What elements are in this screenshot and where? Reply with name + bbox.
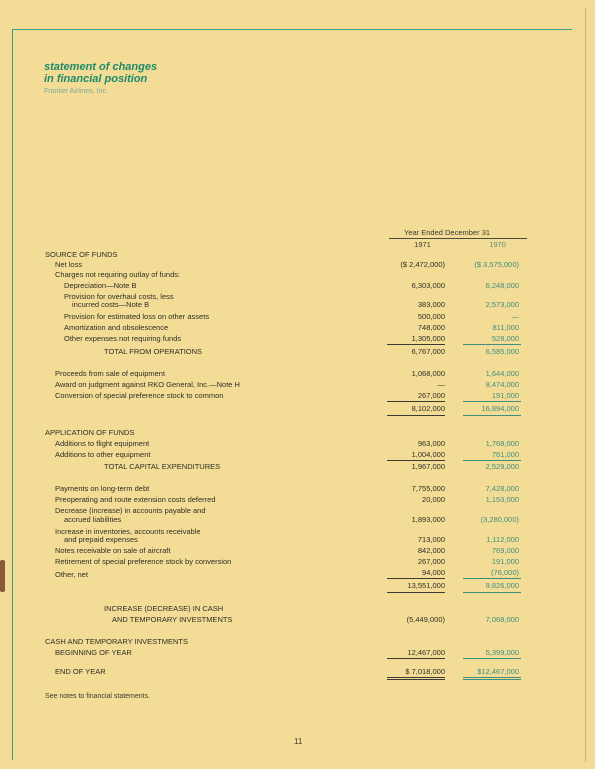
depreciation-label: Depreciation—Note B	[64, 281, 137, 290]
rule-1971	[387, 415, 445, 416]
award-1971: —	[437, 380, 445, 389]
statement-title	[44, 62, 157, 85]
binding-edge	[0, 560, 5, 592]
increase-1971: 713,000	[417, 535, 445, 544]
title-line-1: statement of changes	[44, 61, 158, 73]
total-capital-1970: 2,529,000	[485, 462, 519, 471]
increase-label-1: Increase in inventories, accounts receivable	[55, 527, 201, 536]
increase-1970: 1,112,000	[486, 535, 519, 544]
overhaul-label-2: incurred costs—Note B	[72, 300, 150, 309]
long-term-debt-label: Payments on long-term debt	[55, 484, 150, 493]
retirement-1971: 267,000	[417, 557, 445, 566]
total-operations-1970: 6,585,000	[485, 347, 519, 356]
amortization-1971: 748,000	[417, 323, 445, 332]
overhaul-label-1: Provision for overhaul costs, less	[64, 292, 174, 301]
rule-1970	[463, 658, 521, 659]
depreciation-1971: 6,303,000	[411, 281, 445, 290]
source-heading: SOURCE OF FUNDS	[45, 250, 118, 259]
proceeds-1970: 1,644,000	[485, 369, 519, 378]
flight-equipment-1971: 963,000	[417, 439, 445, 448]
change-1970: 7,068,000	[485, 615, 519, 624]
rule-1971	[387, 578, 445, 579]
rule-1970	[463, 344, 521, 345]
award-label: Award on judgment against RKO General, Inc.—Note H	[55, 380, 240, 389]
conversion-1971: 267,000	[417, 391, 445, 400]
net-loss-1970: ($ 3,575,000)	[474, 260, 519, 269]
preoperating-1971: 20,000	[422, 495, 445, 504]
total-operations-1971: 6,767,000	[411, 347, 445, 356]
estimated-loss-1970: —	[511, 312, 519, 321]
retirement-1970: 191,000	[491, 557, 519, 566]
proceeds-1971: 1,068,000	[411, 369, 445, 378]
long-term-debt-1970: 7,428,000	[485, 484, 519, 493]
award-1970: 8,474,000	[485, 380, 519, 389]
other-equipment-label: Additions to other equipment	[55, 450, 151, 459]
notes-receivable-1970: 769,000	[491, 546, 519, 555]
rule-1970	[463, 460, 521, 461]
end-of-year-1971: $ 7,018,000	[405, 667, 445, 676]
other-equipment-1971: 1,004,000	[411, 450, 445, 459]
preoperating-label: Preoperating and route extension costs deferred	[55, 495, 216, 504]
rule-1970	[463, 415, 521, 416]
total-operations-label: TOTAL FROM OPERATIONS	[104, 347, 203, 356]
other-equipment-1970: 761,000	[491, 450, 519, 459]
increase-label-2: and prepaid expenses	[64, 535, 138, 544]
overhaul-1970: 2,573,000	[485, 300, 519, 309]
change-1971: (5,449,000)	[406, 615, 445, 624]
rule-1971	[387, 592, 445, 593]
retirement-label: Retirement of special preference stock by conversion	[55, 557, 232, 566]
long-term-debt-1971: 7,755,000	[411, 484, 445, 493]
other-expenses-1971: 1,305,000	[411, 334, 445, 343]
flight-equipment-label: Additions to flight equipment	[55, 439, 150, 448]
rule-1971	[387, 401, 445, 402]
preoperating-1970: 1,153,000	[485, 495, 519, 504]
column-1971: 1971	[414, 240, 431, 249]
cash-heading: CASH AND TEMPORARY INVESTMENTS	[45, 637, 188, 646]
year-ended-heading: Year Ended December 31	[404, 228, 491, 237]
depreciation-1970: 6,248,000	[485, 281, 519, 290]
beginning-1970: 5,399,000	[485, 648, 519, 657]
end-of-year-label: END OF YEAR	[55, 667, 106, 676]
other-net-1970: (76,000)	[491, 568, 519, 577]
change-label-1: INCREASE (DECREASE) IN CASH	[104, 604, 224, 613]
page-number: 11	[294, 737, 303, 746]
rule-1971	[387, 658, 445, 659]
title-line-2: in financial position	[44, 72, 148, 85]
application-heading: APPLICATION OF FUNDS	[45, 428, 135, 437]
decrease-1970: (3,280,000)	[480, 515, 519, 524]
total-capital-label: TOTAL CAPITAL EXPENDITURES	[104, 462, 221, 471]
source-total-1970: 16,894,000	[481, 404, 519, 413]
proceeds-label: Proceeds from sale of equipment	[55, 369, 166, 378]
end-of-year-1970: $12,467,000	[477, 667, 519, 676]
column-1970: 1970	[489, 240, 506, 249]
amortization-label: Amortization and obsolescence	[64, 323, 169, 332]
charges-label: Charges not requiring outlay of funds:	[55, 270, 181, 279]
application-total-1971: 13,551,000	[407, 581, 445, 590]
amortization-1970: 811,000	[492, 323, 519, 332]
estimated-loss-label: Provision for estimated loss on other assets	[64, 312, 210, 321]
decrease-1971: 1,893,000	[411, 515, 445, 524]
other-expenses-1970: 528,000	[491, 334, 519, 343]
change-label-2: AND TEMPORARY INVESTMENTS	[112, 615, 233, 624]
conversion-label: Conversion of special preference stock to common	[55, 391, 224, 400]
notes-receivable-label: Notes receivable on sale of aircraft	[55, 546, 171, 555]
other-net-1971: 94,000	[422, 568, 445, 577]
beginning-label: BEGINNING OF YEAR	[55, 648, 132, 657]
total-capital-1971: 1,967,000	[411, 462, 445, 471]
estimated-loss-1971: 500,000	[417, 312, 445, 321]
net-loss-label: Net loss	[55, 260, 83, 269]
decrease-label-1: Decrease (increase) in accounts payable and	[55, 506, 206, 515]
company-name: Frontier Airlines, Inc.	[44, 88, 108, 95]
double-rule-1970	[463, 677, 521, 680]
other-net-label: Other, net	[55, 570, 88, 579]
source-total-1971: 8,102,000	[411, 404, 445, 413]
flight-equipment-1970: 1,768,000	[485, 439, 519, 448]
rule-1970	[463, 592, 521, 593]
rule-1971	[387, 460, 445, 461]
notes-receivable-1971: 842,000	[417, 546, 445, 555]
beginning-1971: 12,467,000	[407, 648, 445, 657]
column-heading-rule	[389, 238, 527, 239]
conversion-1970: 191,000	[491, 391, 519, 400]
rule-1970	[463, 578, 521, 579]
decrease-label-2: accrued liabilities	[64, 515, 122, 524]
overhaul-1971: 383,000	[417, 300, 445, 309]
other-expenses-label: Other expenses not requiring funds	[64, 334, 182, 343]
rule-1971	[387, 344, 445, 345]
application-total-1970: 9,826,000	[485, 581, 519, 590]
net-loss-1971: ($ 2,472,000)	[400, 260, 445, 269]
rule-1970	[463, 401, 521, 402]
double-rule-1971	[387, 677, 445, 680]
footnote: See notes to financial statements.	[45, 693, 151, 700]
